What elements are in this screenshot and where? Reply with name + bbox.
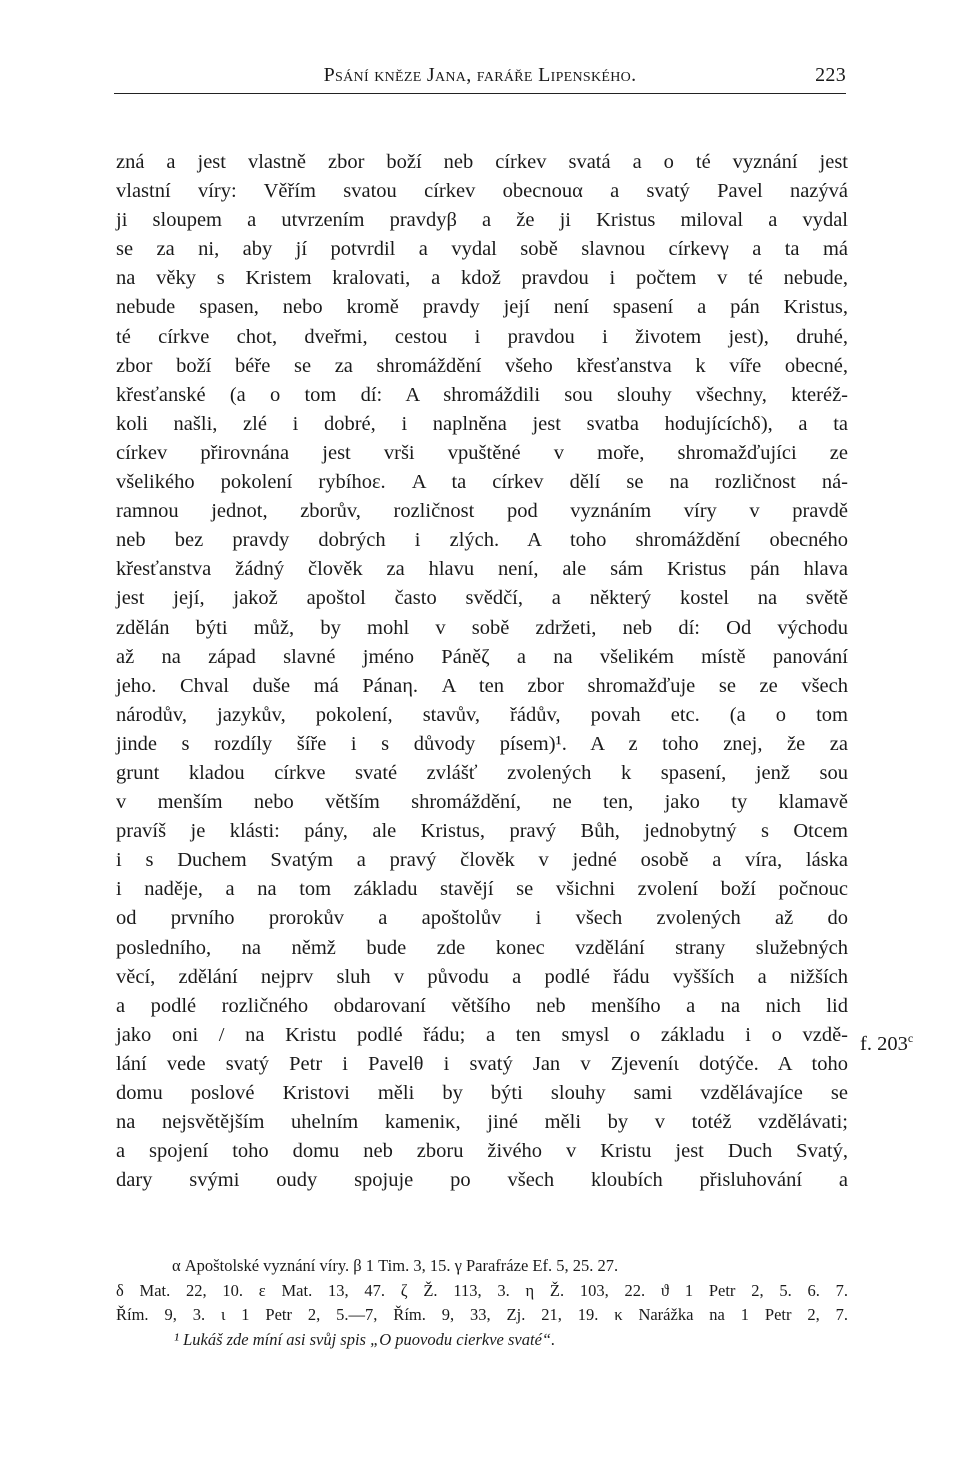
text-line: i naděje, a na tom základu stavějí se všichni zvolení boží počnouc xyxy=(116,878,848,901)
text-line: pravíš je klásti: pány, ale Kristus, pravý Bůh, jednobytný s Otcem xyxy=(116,820,848,843)
text-line: ji sloupem a utvrzením pravdyβ a že ji Kristus miloval a vydal xyxy=(116,209,848,232)
text-line: jinde s rozdíly šíře i s důvody písem)¹. A z toho znej, že za xyxy=(116,732,848,755)
text-line: i s Duchem Svatým a pravý člověk v jedné osobě a víra, láska xyxy=(116,849,848,872)
body-text xyxy=(116,148,848,1195)
text-line: zná a jest vlastně zbor boží neb církev svatá a o té vyznání jest xyxy=(116,151,848,173)
header-rule xyxy=(114,93,846,94)
text-line: lání vede svatý Petr i Pavelθ i svatý Jan v Zjeveníι dotýče. A toho xyxy=(116,1052,849,1075)
text-line: od prvního prorokův a apoštolův i všech zvolených až do xyxy=(116,907,848,930)
text-line: v menším nebo větším shromáždění, ne ten, jako ty klamavě xyxy=(116,791,848,814)
footnote-line: α Apoštolské vyznání víry. β 1 Tim. 3, 15. γ Parafráze Ef. 5, 25. 27. xyxy=(172,1256,619,1275)
text-line: na věky s Kristem kralovati, a kdož pravdou i počtem v té nebude, xyxy=(116,267,848,290)
text-line: grunt kladou církve svaté zvlášť zvolených k spasení, jenž sou xyxy=(116,761,848,784)
text-line: jest její, jakož apoštol často svědčí, a některý kostel na světě xyxy=(116,587,848,610)
text-line: posledního, na němž bude zde konec vzdělání strany služebných xyxy=(116,936,848,959)
folio-margin-note xyxy=(860,1031,913,1056)
text-line: na nejsvětějším uhelním kameniκ, jiné měli by v totéž vzdělávati; xyxy=(116,1111,848,1134)
text-line: a podlé rozličného obdarovaní většího neb menšího a na nich lid xyxy=(116,994,848,1017)
page-header xyxy=(114,62,846,92)
text-line: nebude spasen, nebo kromě pravdy její není spasení a pán Kristus, xyxy=(116,296,848,319)
text-line: ramnou jednot, zborův, rozličnost pod vyznáním víry v pravdě xyxy=(116,500,848,523)
text-line: věcí, zdělání nejprv sluh v původu a podlé řádu vyšších a nižších xyxy=(116,965,848,988)
text-line: domu poslové Kristovi měli by býti slouhy sami vzdělávajíce se xyxy=(116,1082,848,1104)
text-line: všelikého pokolení rybíhoε. A ta církev dělí se na rozličnost ná- xyxy=(116,471,848,494)
footnote-line: δ Mat. 22, 10. ε Mat. 13, 47. ζ Ž. 113, 3. η Ž. 103, 22. ϑ 1 Petr 2, 5. 6. 7. xyxy=(116,1280,848,1300)
folio-label: f. 203 xyxy=(860,1032,908,1055)
text-line: jako oni / na Kristu podlé řádu; a ten smysl o základu i o vzdě- xyxy=(116,1023,848,1046)
text-line: dary svými oudy spojuje po všech kloubích přisluhování a xyxy=(116,1169,848,1192)
text-line: národův, jazykův, pokolení, stavův, řádův, povah etc. (a o tom xyxy=(116,703,848,726)
text-line: té církve chot, dveřmi, cestou i pravdou i životem jest), druhé, xyxy=(116,325,848,348)
footnote-line: ¹ Lukáš zde míní asi svůj spis „O puovodu cierkve svaté“. xyxy=(174,1329,556,1349)
text-line: vlastní víry: Věřím svatou církev obecnouα a svatý Pavel nazývá xyxy=(116,180,848,203)
text-line: neb bez pravdy dobrých i zlých. A toho shromáždění obecného xyxy=(116,529,848,552)
text-line: koli našli, zlé i dobré, i naplněna jest svatba hodujícíchδ), a ta xyxy=(116,412,848,435)
page-number: 223 xyxy=(815,64,846,86)
running-title: Psání kněze Jana, faráře Lipenského. xyxy=(323,64,637,86)
text-line: jeho. Chval duše má Pánaη. A ten zbor shromažďuje se ze všech xyxy=(116,674,848,697)
text-line: se za ni, aby jí potvrdil a vydal sobě slavnou církevγ a ta má xyxy=(116,238,848,261)
text-line: zdělán býti můž, by mohl v sobě zdržeti, neb dí: Od východu xyxy=(116,616,848,639)
text-line: církev přirovnána jest vrši vpuštěné v moře, shromažďujíci ze xyxy=(116,441,848,464)
folio-superscript: c xyxy=(907,1031,914,1045)
text-line: zbor boží béře se za shromáždění všeho křesťanstva k víře obecné, xyxy=(116,354,848,377)
text-line: křesťanstva žádný člověk za hlavu není, ale sám Kristus pán hlava xyxy=(116,558,848,581)
footnote-line: Řím. 9, 3. ι 1 Petr 2, 5.—7, Řím. 9, 33, Zj. 21, 19. κ Narážka na 1 Petr 2, 7. xyxy=(116,1305,848,1324)
text-line: až na západ slavné jméno Páněζ a na všelikém místě panování xyxy=(116,645,848,668)
text-line: křesťanské (a o tom dí: A shromáždili sou slouhy všechny, kteréž- xyxy=(116,383,848,406)
footnotes xyxy=(116,1254,848,1352)
text-line: a spojení toho domu neb zboru živého v Kristu jest Duch Svatý, xyxy=(116,1140,848,1163)
